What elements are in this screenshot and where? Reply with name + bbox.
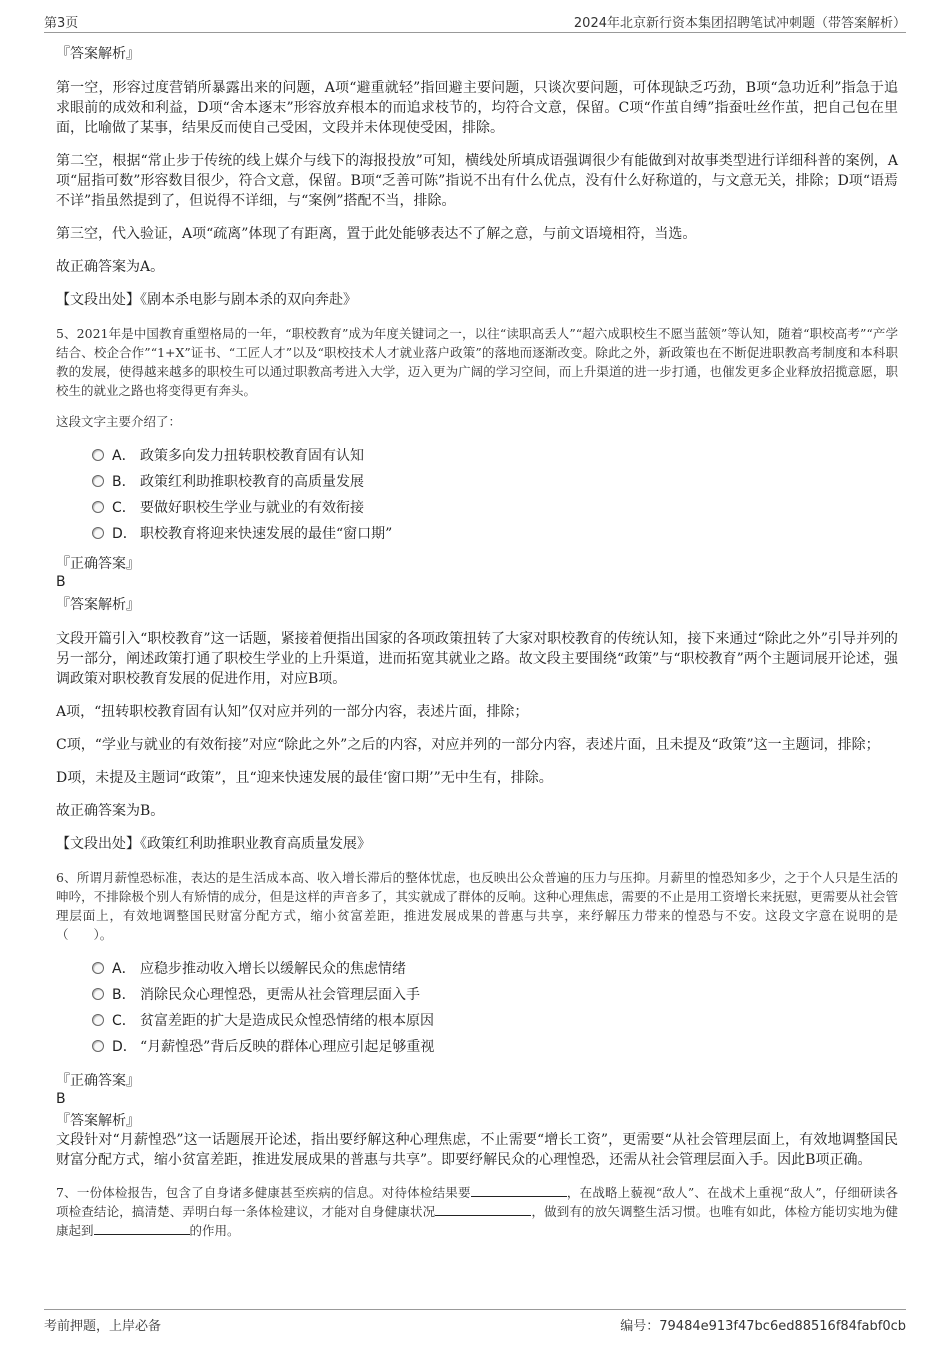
radio-icon[interactable] (92, 962, 104, 974)
document-title: 2024年北京新行资本集团招聘笔试冲刺题（带答案解析） (573, 16, 906, 31)
q6-analysis: 文段针对“月薪惶恐”这一话题展开论述，指出要纾解这种心理焦虑，不止需要“增长工资”，更需要“从社会管理层面上，有效地调整国民财富分配方式，缩小贫富差距，推进发展成果的普惠与共享”。即要纾解民众的心理惶恐，还需从社会管理层面入手。因此B项正确。 (56, 1132, 898, 1168)
q5-analysis-label: 『答案解析』 (56, 597, 140, 613)
q4-analysis-label: 『答案解析』 (56, 46, 140, 62)
q5-analysis-para-2: A项，“扭转职校教育固有认知”仅对应并列的一部分内容，表述片面，排除； (56, 704, 529, 720)
q6-option-b[interactable]: B． 消除民众心理惶恐，更需从社会管理层面入手 (92, 982, 898, 1008)
q5-analysis-para-1: 文段开篇引入“职校教育”这一话题，紧接着便指出国家的各项政策扭转了大家对职校教育的传统认知，接下来通过“除此之外”引导并列的另一部分，阐述政策打通了职校生学业的上升渠道，进而拓宽其就业之路。故文段主要围绕“政策”与“职校教育”两个主题词展开论述，强调政策对职校教育发展的促进作用，对应B项。 (56, 631, 898, 687)
q5-question: 这段文字主要介绍了： (56, 414, 182, 429)
radio-icon[interactable] (92, 988, 104, 1000)
q5-conclusion: 故正确答案为B。 (56, 803, 165, 819)
footer-motto: 考前押题，上岸必备 (44, 1319, 162, 1334)
q5-option-a[interactable]: A． 政策多向发力扭转职校教育固有认知 (92, 443, 898, 469)
page-number: 第3页 (44, 16, 79, 31)
q5-option-c[interactable]: C． 要做好职校生学业与就业的有效衔接 (92, 495, 898, 521)
q4-source: 【文段出处】《剧本杀电影与剧本杀的双向奔赴》 (56, 292, 357, 308)
radio-icon[interactable] (92, 1014, 104, 1026)
q5-analysis-para-3: C项，“学业与就业的有效衔接”对应“除此之外”之后的内容，对应并列的一部分内容，表述片面，且未提及“政策”这一主题词，排除； (56, 737, 880, 753)
q6-stem: 6、所谓月薪惶恐标准，表达的是生活成本高、收入增长滞后的整体忧虑，也反映出公众普遍的压力与压抑。月薪里的惶恐知多少，之于个人只是生活的呻吟，不排除极个别人有矫情的成分，但是这样的声音多了，其实就成了群体的反响。这种心理焦虑，需要的不止是用工资增长来抚慰，更需要从社会管理层面上，有效地调整国民财富分配方式，缩小贫富差距，推进发展成果的普惠与共享，来纾解压力带来的惶恐与不安。这段文字意在说明的是（ ）。 (56, 870, 898, 942)
radio-icon[interactable] (92, 475, 104, 487)
q6-option-c[interactable]: C． 贫富差距的扩大是造成民众惶恐情绪的根本原因 (92, 1008, 898, 1034)
page-footer (44, 1309, 906, 1336)
q6-options (92, 956, 898, 1060)
q6-correct-answer: B (56, 1091, 66, 1107)
q6-analysis-label: 『答案解析』 (56, 1113, 140, 1129)
answer-blank-3[interactable] (94, 1222, 190, 1235)
q6-correct-label: 『正确答案』 (56, 1073, 140, 1089)
q5-correct-answer: B (56, 574, 66, 590)
q4-conclusion: 故正确答案为A。 (56, 259, 165, 275)
q5-option-d[interactable]: D． 职校教育将迎来快速发展的最佳“窗口期” (92, 521, 898, 547)
q5-options (92, 443, 898, 547)
q4-analysis-para-2: 第二空，根据“常止步于传统的线上媒介与线下的海报投放”可知，横线处所填成语强调很少有能做到对故事类型进行详细科普的案例，A项“屈指可数”形容数目很少，符合文意，保留。B项“乏善可陈”指说不出有什么优点，没有什么好称道的，与文意无关，排除；D项“语焉不详”指虽然提到了，但说得不详细，与“案例”搭配不当，排除。 (56, 153, 898, 209)
radio-icon[interactable] (92, 527, 104, 539)
q4-analysis-para-1: 第一空，形容过度营销所暴露出来的问题，A项“避重就轻”指回避主要问题，只谈次要问题，可体现缺乏巧劲，B项“急功近利”指急于追求眼前的成效和利益，D项“舍本逐末”形容放弃根本的而追求枝节的，均符合文意，保留。C项“作茧自缚”指蚕吐丝作茧，把自己包在里面，比喻做了某事，结果反而使自己受困，文段并未体现使受困，排除。 (56, 80, 898, 136)
q5-analysis-para-4: D项，未提及主题词“政策”，且“迎来快速发展的最佳‘窗口期’”无中生有，排除。 (56, 770, 553, 786)
q6-option-d[interactable]: D． “月薪惶恐”背后反映的群体心理应引起足够重视 (92, 1034, 898, 1060)
document-code: 编号：79484e913f47bc6ed88516f84fabf0cb (620, 1319, 906, 1334)
page-header (44, 10, 906, 33)
q5-correct-label: 『正确答案』 (56, 556, 140, 572)
radio-icon[interactable] (92, 1040, 104, 1052)
page-content (56, 44, 898, 1252)
radio-icon[interactable] (92, 501, 104, 513)
q7-stem: 7、一份体检报告，包含了自身诸多健康甚至疾病的信息。对待体检结果要 ，在战略上藐视“敌人”、在战术上重视“敌人”，仔细研读各项检查结论，搞清楚、弄明白每一条体检建议，才能对自身健康状况 ，做到有的放矢调整生活习惯。也唯有如此，体检方能切实地为健康起到 的作用。 (56, 1185, 898, 1238)
q5-option-b[interactable]: B． 政策红利助推职校教育的高质量发展 (92, 469, 898, 495)
q5-source: 【文段出处】《政策红利助推职业教育高质量发展》 (56, 836, 371, 852)
answer-blank-1[interactable] (471, 1184, 567, 1197)
answer-blank-2[interactable] (435, 1203, 531, 1216)
q4-analysis-para-3: 第三空，代入验证，A项“疏离”体现了有距离，置于此处能够表达不了解之意，与前文语境相符，当选。 (56, 226, 697, 242)
q6-option-a[interactable]: A． 应稳步推动收入增长以缓解民众的焦虑情绪 (92, 956, 898, 982)
radio-icon[interactable] (92, 449, 104, 461)
q5-stem: 5、2021年是中国教育重塑格局的一年，“职校教育”成为年度关键词之一，以往“读职高丢人”“超六成职校生不愿当蓝领”等认知，随着“职校高考”“产学结合、校企合作”“1+X”证书、“工匠人才”以及“职校技术人才就业落户政策”的落地而逐渐改变。除此之外，新政策也在不断促进职教高考制度和本科职教的发展，使得越来越多的职校生可以通过职教高考进入大学，迈入更为广阔的学习空间，而上升渠道的进一步打通，也催发更多企业释放招揽意愿，职校生的就业之路也将变得更有奔头。 (56, 326, 898, 398)
